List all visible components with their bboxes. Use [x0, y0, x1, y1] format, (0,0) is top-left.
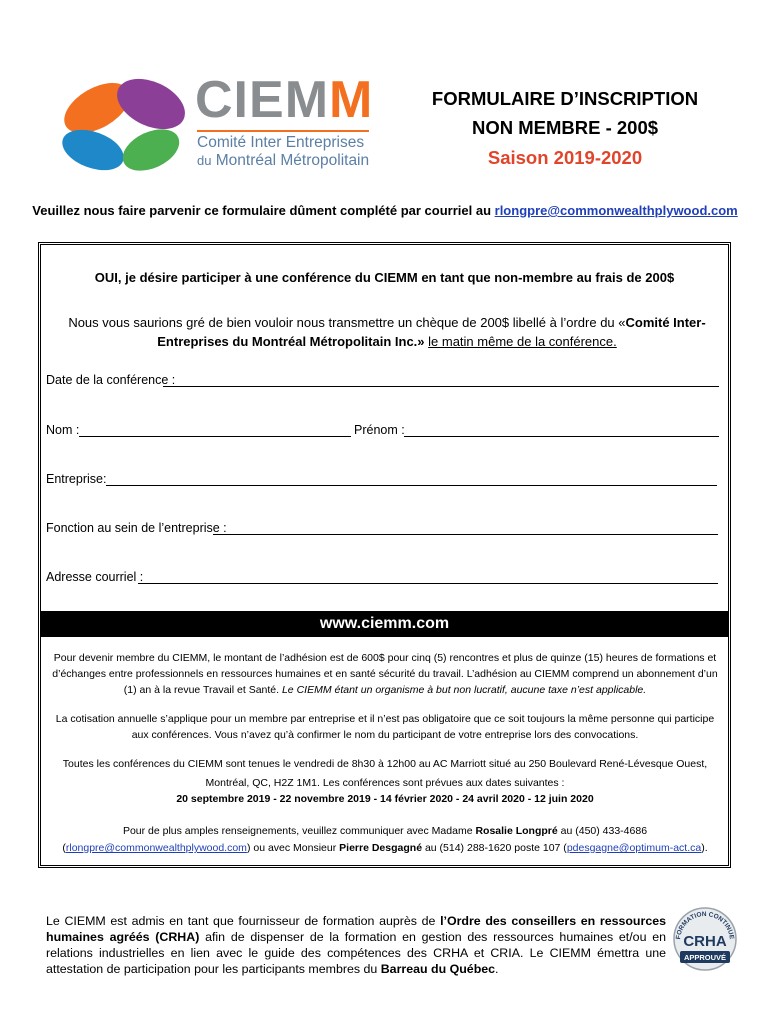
logo-brand-text: CIEMM	[195, 71, 374, 129]
date-label: Date de la conférence :	[46, 373, 176, 387]
fonction-label: Fonction au sein de l’entreprise :	[46, 521, 227, 535]
badge-approved-text: APPROUVÉ	[683, 953, 727, 962]
contact-info: Pour de plus amples renseignements, veuillez communiquer avec Madame Rosalie Longpré au (450) 433-4686 (rlongpre@commonwealthplywood.com) ou avec Monsieur Pierre Desgagné au (514) 288-1620 poste 107 (pdesgagne@optimum-act.ca).	[62, 825, 708, 854]
cotisation-info: La cotisation annuelle s’applique pour un membre par entreprise et il n’est pas obligatoire que ce soit toujours la même personne qui participe aux conférences. Vous n’avez qu’à confirmer le nom du participant de votre entreprise lors des convocations.	[55, 713, 715, 741]
intro-email-link[interactable]: rlongpre@commonwealthplywood.com	[494, 203, 738, 218]
prenom-field[interactable]	[404, 436, 719, 437]
courriel-label: Adresse courriel :	[46, 570, 144, 584]
contact2-email-link[interactable]: pdesgagne@optimum-act.ca	[566, 842, 702, 854]
logo-subtitle-1: Comité Inter Entreprises	[197, 134, 365, 151]
conference-info: Toutes les conférences du CIEMM sont tenues le vendredi de 8h30 à 12h00 au AC Marriott situé au 250 Boulevard René-Lévesque Ouest, Montréal, QC, H2Z 1M1. Les conférences sont prévues aux dates suivantes :	[62, 758, 708, 789]
title-line-2: NON MEMBRE - 200$	[471, 117, 659, 138]
conference-dates: 20 septembre 2019 - 22 novembre 2019 - 14 février 2020 - 24 avril 2020 - 12 juin 2020	[176, 793, 594, 805]
badge-crha-text: CRHA	[683, 933, 727, 950]
badge-top-text: FORMATION CONTINUE	[675, 910, 735, 940]
contact1-email-link[interactable]: rlongpre@commonwealthplywood.com	[65, 842, 247, 854]
oui-statement: OUI, je désire participer à une conférence du CIEMM en tant que non-membre au frais de 200$	[94, 270, 675, 285]
prenom-label: Prénom :	[354, 423, 405, 437]
logo-subtitle-2: du Montréal Métropolitain	[197, 152, 370, 169]
form-title	[395, 84, 735, 174]
logo-divider	[197, 130, 369, 132]
crha-approved-badge-icon	[668, 903, 742, 973]
title-line-1: FORMULAIRE D’INSCRIPTION	[431, 88, 699, 109]
footer-crha-text: Le CIEMM est admis en tant que fournisseur de formation auprès de l’Ordre des conseillers en ressources humaines agréés (CRHA) afin de dispenser de la formation en gestion des ressources humaines et/ou en relations industrielles en lien avec le guide des compétences des CRHA et CRIA. Le CIEMM émettra une attestation de participation pour les participants membres du Barreau du Québec.	[46, 914, 666, 976]
butterfly-logo-icon	[55, 78, 190, 178]
ciemm-logo	[55, 72, 375, 177]
fonction-field[interactable]	[213, 534, 718, 535]
courriel-field[interactable]	[138, 583, 718, 584]
season-title: Saison 2019-2020	[487, 147, 643, 168]
intro-text: Veuillez nous faire parvenir ce formulaire dûment complété par courriel au rlongpre@commonwealthplywood.com	[32, 203, 738, 218]
website-banner[interactable]: www.ciemm.com	[41, 611, 728, 637]
entreprise-field[interactable]	[106, 485, 717, 486]
nom-field[interactable]	[79, 436, 351, 437]
nom-label: Nom :	[46, 423, 80, 437]
membership-info: Pour devenir membre du CIEMM, le montant de l’adhésion est de 600$ pour cinq (5) rencontres et plus de quinze (15) heures de formations et d’échanges entre professionnels en ressources humaines et en santé sécurité du travail. L’adhésion au CIEMM comprend un abonnement d’un (1) an à la revue Travail et Santé. Le CIEMM étant un organisme à but non lucratif, aucune taxe n’est applicable.	[52, 652, 718, 696]
date-field[interactable]	[163, 386, 719, 387]
cheque-instructions: Nous vous saurions gré de bien vouloir nous transmettre un chèque de 200$ libellé à l’ordre du «Comité Inter-Entreprises du Montréal Métropolitain Inc.» le matin même de la conférence.	[68, 315, 706, 349]
entreprise-label: Entreprise:	[46, 472, 107, 486]
form-box	[38, 242, 731, 868]
